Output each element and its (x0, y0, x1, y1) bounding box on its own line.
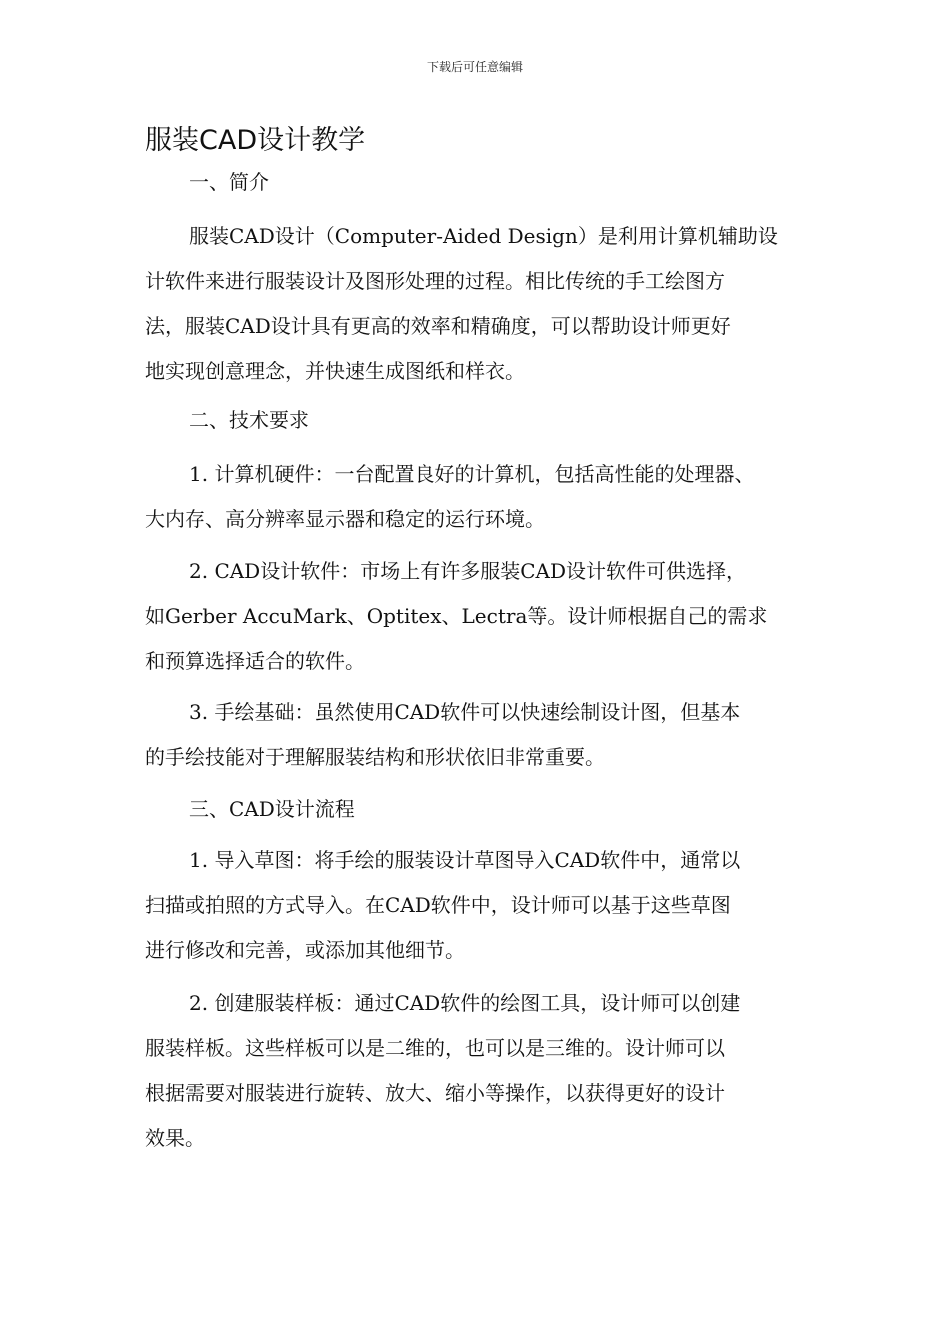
text-line: 二、技术要求 (189, 408, 309, 432)
text-line: 一、简介 (189, 170, 269, 194)
text-line: 3. 手绘基础：虽然使用CAD软件可以快速绘制设计图，但基本 (189, 700, 741, 724)
paragraph-software (145, 549, 825, 684)
section-heading-workflow (145, 787, 825, 832)
text-line: 三、CAD设计流程 (189, 797, 355, 821)
text-line: 和预算选择适合的软件。 (145, 649, 365, 673)
text-line: 计软件来进行服装设计及图形处理的过程。相比传统的手工绘图方 (145, 269, 725, 293)
section-heading-intro (145, 160, 825, 205)
paragraph-intro (145, 214, 825, 394)
paragraph-import-sketch (145, 838, 825, 973)
text-line: 根据需要对服装进行旋转、放大、缩小等操作，以获得更好的设计 (145, 1081, 725, 1105)
document-title: 服装CAD设计教学 (145, 125, 366, 156)
text-line: 的手绘技能对于理解服装结构和形状依旧非常重要。 (145, 745, 605, 769)
text-line: 服装样板。这些样板可以是二维的，也可以是三维的。设计师可以 (145, 1036, 725, 1060)
section-heading-requirements (145, 398, 825, 443)
text-line: 服装CAD设计（Computer-Aided Design）是利用计算机辅助设 (189, 224, 778, 248)
text-line: 1. 导入草图：将手绘的服装设计草图导入CAD软件中，通常以 (189, 848, 741, 872)
text-line: 地实现创意理念，并快速生成图纸和样衣。 (145, 359, 525, 383)
text-line: 法，服装CAD设计具有更高的效率和精确度，可以帮助设计师更好 (145, 314, 731, 338)
text-line: 1. 计算机硬件：一台配置良好的计算机，包括高性能的处理器、 (189, 462, 755, 486)
paragraph-create-pattern (145, 981, 825, 1161)
text-line: 进行修改和完善，或添加其他细节。 (145, 938, 465, 962)
header-note: 下载后可任意编辑 (426, 60, 523, 74)
text-line: 扫描或拍照的方式导入。在CAD软件中，设计师可以基于这些草图 (145, 893, 731, 917)
text-line: 2. 创建服装样板：通过CAD软件的绘图工具，设计师可以创建 (189, 991, 741, 1015)
paragraph-hardware (145, 452, 825, 542)
text-line: 效果。 (145, 1126, 205, 1150)
text-line: 如Gerber AccuMark、Optitex、Lectra等。设计师根据自己的需求 (145, 604, 768, 628)
paragraph-sketching (145, 690, 825, 780)
text-line: 大内存、高分辨率显示器和稳定的运行环境。 (145, 507, 545, 531)
text-line: 2. CAD设计软件：市场上有许多服装CAD设计软件可供选择， (189, 559, 747, 583)
